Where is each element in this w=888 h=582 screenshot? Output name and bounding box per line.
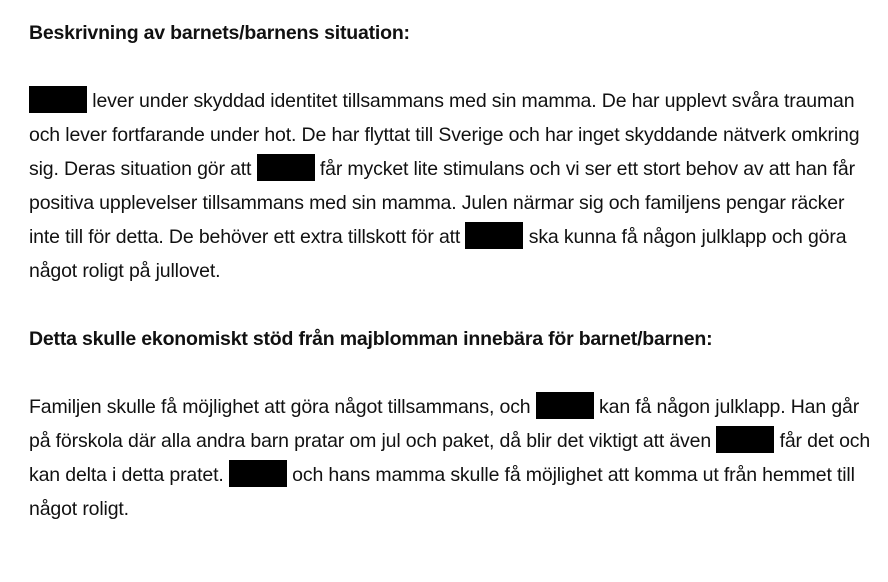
spacer [29, 50, 874, 84]
section-heading-support: Detta skulle ekonomiskt stöd från majblomman innebära för barnet/barnen: [29, 328, 713, 350]
spacer [29, 288, 874, 322]
situation-text-3: ska kunna få någon julklapp och göra något roligt på jullovet. [29, 226, 847, 282]
redaction-box [229, 460, 287, 487]
support-text-4: och hans mamma skulle få möjlighet att komma ut från hemmet till något roligt. [29, 464, 855, 520]
support-text-3: får det och kan delta i detta pratet. [29, 430, 871, 486]
section-heading-situation: Beskrivning av barnets/barnens situation: [29, 22, 410, 44]
spacer [29, 356, 874, 390]
redaction-box [465, 222, 523, 249]
redaction-box [29, 86, 87, 113]
redaction-box [716, 426, 774, 453]
situation-text-2: får mycket lite stimulans och vi ser ett stort behov av att han får positiva upplevelser tillsammans med sin mamma. Julen närmar sig och familjens pengar räcker inte till för detta. De behöver ett extra tillskott för att [29, 158, 855, 248]
redaction-box [257, 154, 315, 181]
document [29, 16, 874, 526]
support-paragraph [29, 390, 874, 526]
situation-paragraph [29, 84, 874, 288]
support-text-1: Familjen skulle få möjlighet att göra något tillsammans, och [29, 396, 536, 418]
situation-text-1: lever under skyddad identitet tillsammans med sin mamma. De har upplevt svåra trauman och lever fortfarande under hot. De har flyttat till Sverige och har inget skyddande nätverk omkring sig. Deras situation gör att [29, 90, 860, 180]
support-text-2: kan få någon julklapp. Han går på förskola där alla andra barn pratar om jul och paket, då blir det viktigt att även [29, 396, 860, 452]
redaction-box [536, 392, 594, 419]
